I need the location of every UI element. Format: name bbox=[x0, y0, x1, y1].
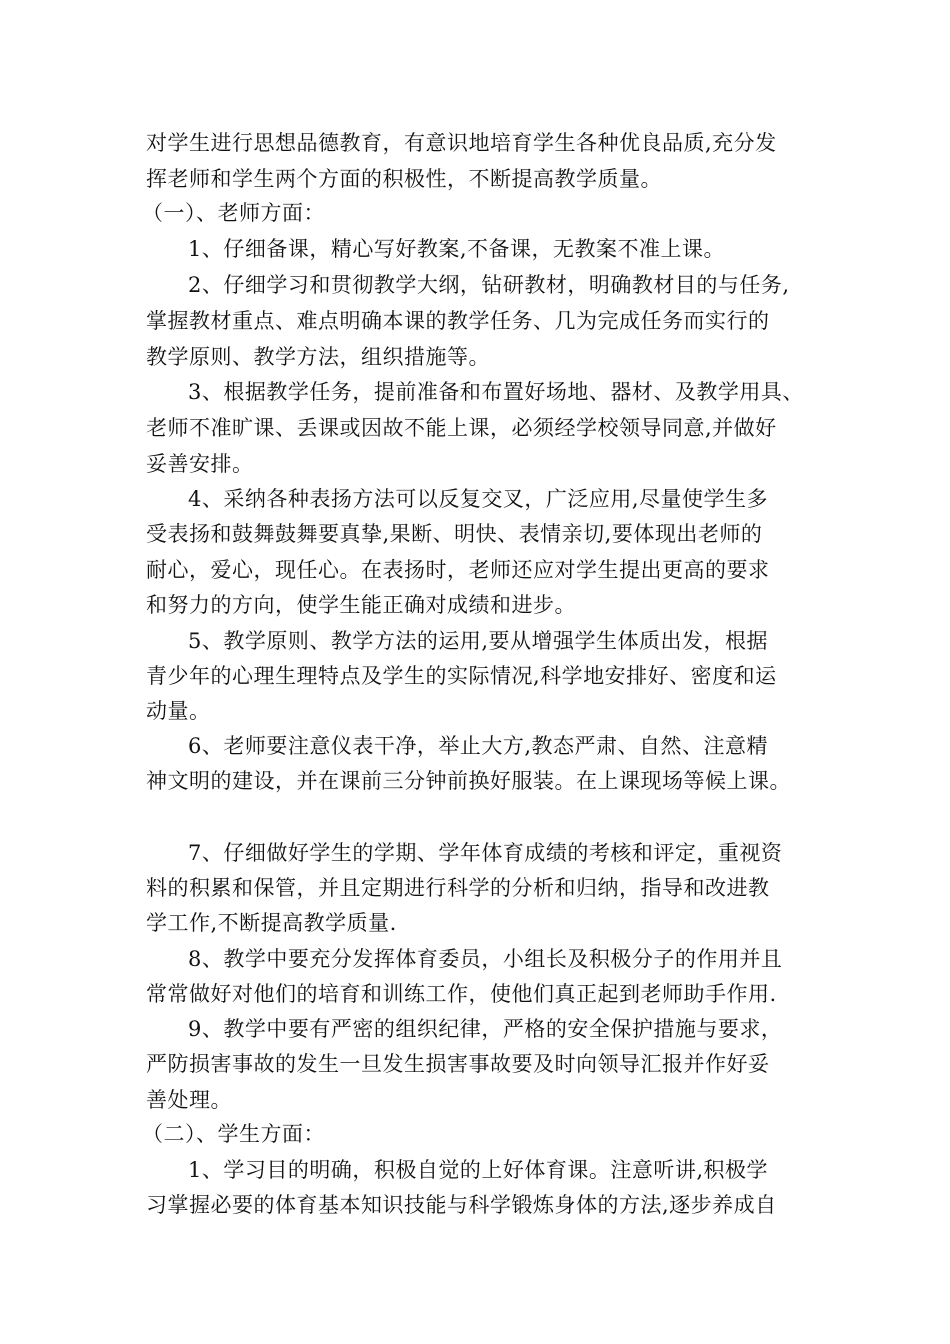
text-line: 料的积累和保管，并且定期进行科学的分析和归纳，指导和改进教 bbox=[146, 876, 770, 900]
text-line: 动量。 bbox=[146, 699, 211, 723]
text-line: 青少年的心理生理特点及学生的实际情况,科学地安排好、密度和运 bbox=[146, 664, 777, 688]
section-heading: （二）、学生方面： bbox=[142, 1122, 325, 1146]
text-line: 善处理。 bbox=[146, 1088, 232, 1112]
text-line: 严防损害事故的发生一旦发生损害事故要及时向领导汇报并作好妥 bbox=[146, 1052, 770, 1076]
text-line: 妥善安排。 bbox=[146, 452, 254, 476]
text-line: 挥老师和学生两个方面的积极性，不断提高教学质量。 bbox=[146, 167, 662, 191]
paragraph-start: 9、教学中要有严密的组织纪律，严格的安全保护措施与要求， bbox=[188, 1017, 783, 1041]
paragraph-start: 7、仔细做好学生的学期、学年体育成绩的考核和评定，重视资 bbox=[188, 841, 783, 865]
text-line: 受表扬和鼓舞鼓舞要真挚,果断、明快、表情亲切,要体现出老师的 bbox=[146, 522, 763, 546]
paragraph-start: 6、老师要注意仪表干净，举止大方,教态严肃、自然、注意精 bbox=[188, 734, 769, 758]
text-line: 掌握教材重点、难点明确本课的教学任务、几为完成任务而实行的 bbox=[146, 309, 770, 333]
paragraph-start: 2、仔细学习和贯彻教学大纲，钻研教材，明确教材目的与任务, bbox=[188, 273, 790, 297]
paragraph-start: 8、教学中要充分发挥体育委员，小组长及积极分子的作用并且 bbox=[188, 947, 783, 971]
text-line: 学工作,不断提高教学质量. bbox=[146, 911, 397, 935]
section-heading: （一）、老师方面： bbox=[142, 201, 325, 225]
paragraph-start: 3、根据教学任务，提前准备和布置好场地、器材、及教学用具、 bbox=[188, 380, 804, 404]
text-line: 和努力的方向，使学生能正确对成绩和进步。 bbox=[146, 593, 576, 617]
text-line: 耐心，爱心，现任心。在表扬时，老师还应对学生提出更高的要求 bbox=[146, 558, 770, 582]
text-line: 神文明的建设，并在课前三分钟前换好服装。在上课现场等候上课。 bbox=[146, 769, 791, 793]
text-line: 对学生进行思想品德教育，有意识地培育学生各种优良品质,充分发 bbox=[146, 131, 777, 155]
text-line: 老师不准旷课、丢课或因故不能上课，必须经学校领导同意,并做好 bbox=[146, 416, 777, 440]
paragraph-start: 1、学习目的明确，积极自觉的上好体育课。注意听讲,积极学 bbox=[188, 1158, 769, 1182]
text-line: 常常做好对他们的培育和训练工作，使他们真正起到老师助手作用. bbox=[146, 982, 777, 1006]
text-line: 习掌握必要的体育基本知识技能与科学锻炼身体的方法,逐步养成自 bbox=[146, 1193, 777, 1217]
text-line: 教学原则、教学方法，组织措施等。 bbox=[146, 345, 490, 369]
paragraph-start: 4、采纳各种表扬方法可以反复交叉，广泛应用,尽量使学生多 bbox=[188, 487, 769, 511]
paragraph-start: 5、教学原则、教学方法的运用,要从增强学生体质出发，根据 bbox=[188, 629, 769, 653]
paragraph-start: 1、仔细备课，精心写好教案,不备课，无教案不准上课。 bbox=[188, 237, 726, 261]
